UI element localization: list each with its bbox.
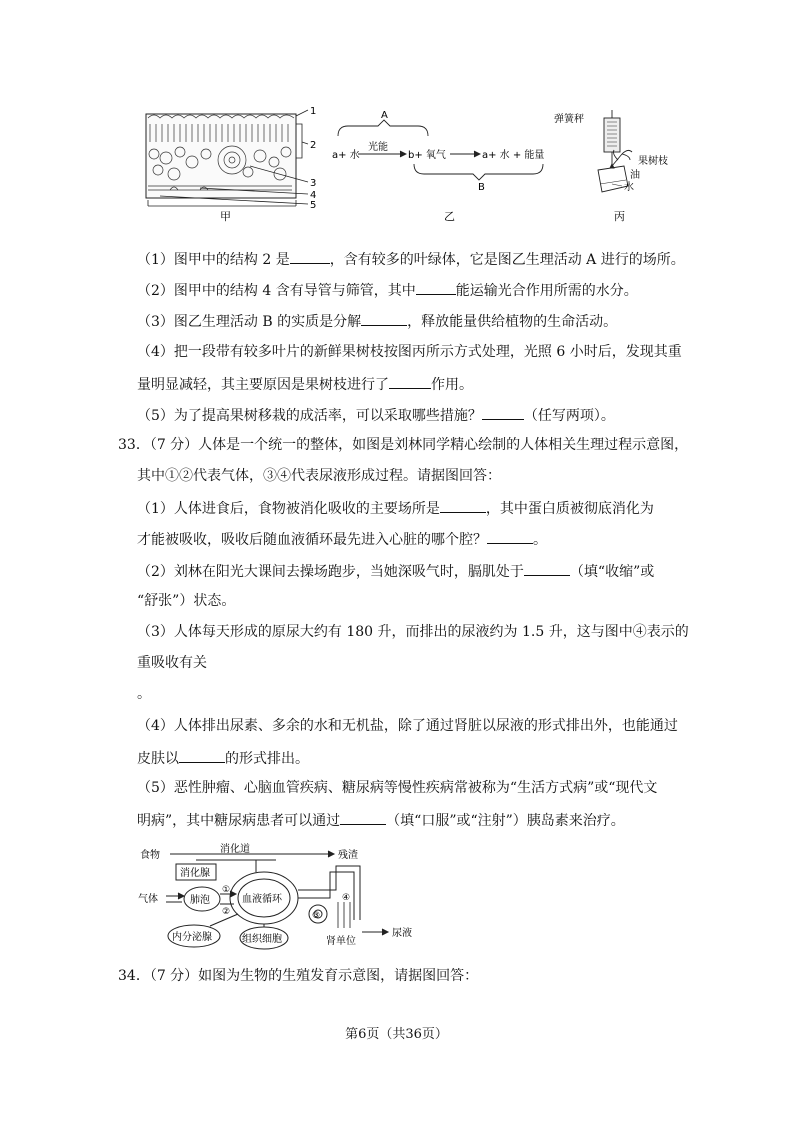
q33-part1-line2: 才能被吸收，吸收后随血液循环最先进入心脏的哪个腔？ 。 xyxy=(137,528,547,550)
figure-bing-spring-scale xyxy=(552,104,702,224)
q32-blank-1[interactable] xyxy=(290,248,330,264)
jia-label-1: 1 xyxy=(310,106,317,117)
diagram-tissue-cells: 组织细胞 xyxy=(242,934,282,945)
q34-header: 34．（7 分）如图为生物的生殖发育示意图，请据图回答： xyxy=(118,968,479,984)
q32-part4-line2: 量明显减轻，其主要原因是果树枝进行了 作用。 xyxy=(137,373,473,395)
diagram-alveoli: 肺泡 xyxy=(190,895,210,906)
diagram-mark-4: ④ xyxy=(342,893,351,903)
q33-part2-line2: “舒张”）状态。 xyxy=(137,593,236,609)
q33-part4-line1: （4）人体排出尿素、多余的水和无机盐，除了通过肾脏以尿液的形式排出外，也能通过 xyxy=(137,718,678,734)
q33-part3-line1: （3）人体每天形成的原尿大约有 180 升，而排出的尿液约为 1.5 升，这与图中④表示的 xyxy=(137,624,689,640)
bing-caption: 丙 xyxy=(614,210,625,223)
diagram-mark-2: ② xyxy=(222,907,231,917)
bing-water-label: 水 xyxy=(624,182,634,193)
q33-header-line2: 其中①②代表气体，③④代表尿液形成过程。请据图回答： xyxy=(137,468,501,484)
bing-oil-label: 油 xyxy=(630,170,640,181)
q33-header-line1: 33．（7 分）人体是一个统一的整体，如图是刘林同学精心绘制的人体相关生理过程示意图， xyxy=(118,437,689,453)
q33-blank-2[interactable] xyxy=(487,528,533,544)
yi-middle: b+ 氧气 xyxy=(408,150,446,161)
q32-blank-2[interactable] xyxy=(416,279,456,295)
q32-part5: （5）为了提高果树移栽的成活率，可以采取哪些措施？ （任写两项）。 xyxy=(137,404,615,426)
diagram-mark-1: ① xyxy=(222,885,231,895)
diagram-mark-3: ③ xyxy=(312,911,321,921)
q33-part4-line2: 皮肤以 的形式排出。 xyxy=(137,747,309,769)
page-footer: 第6页（共36页） xyxy=(345,1027,448,1042)
yi-label-a: A xyxy=(381,110,388,121)
q33-part5-line2: 明病”，其中糖尿病患者可以通过 （填“口服”或“注射”）胰岛素来治疗。 xyxy=(137,809,625,831)
diagram-gas: 气体 xyxy=(138,894,158,905)
bing-branch-label: 果树枝 xyxy=(638,156,668,167)
q33-part3-line3: 。 xyxy=(137,686,151,702)
bing-spring-scale-label: 弹簧秤 xyxy=(554,114,584,125)
jia-label-2: 2 xyxy=(310,140,317,151)
q32-part3: （3）图乙生理活动 B 的实质是分解 ，释放能量供给植物的生命活动。 xyxy=(137,310,617,332)
q33-part3-line2: 重吸收有关 xyxy=(137,655,207,671)
jia-label-4: 4 xyxy=(310,190,317,201)
diagram-digestive-gland: 消化腺 xyxy=(180,868,210,879)
q33-part1-line1: （1）人体进食后，食物被消化吸收的主要场所是 ，其中蛋白质被彻底消化为 xyxy=(137,497,654,519)
q33-blank-4[interactable] xyxy=(179,747,225,763)
q32-blank-4[interactable] xyxy=(389,373,431,389)
q33-part5-line1: （5）恶性肿瘤、心脑血管疾病、糖尿病等慢性疾病常被称为“生活方式病”或“现代文 xyxy=(137,780,658,796)
jia-caption: 甲 xyxy=(220,210,231,223)
q33-blank-1[interactable] xyxy=(440,497,486,513)
diagram-urine: 尿液 xyxy=(392,928,412,939)
diagram-digestive-tract: 消化道 xyxy=(220,844,250,855)
diagram-kidney-unit: 肾单位 xyxy=(326,936,356,947)
yi-reactant: a+ 水 xyxy=(332,150,360,161)
jia-label-5: 5 xyxy=(310,200,317,211)
q32-blank-5[interactable] xyxy=(482,404,524,420)
q32-blank-3[interactable] xyxy=(361,310,407,326)
figure-yi-equation xyxy=(328,108,558,224)
jia-label-3: 3 xyxy=(310,178,317,189)
q32-part4-line1: （4）把一段带有较多叶片的新鲜果树枝按图丙所示方式处理，光照 6 小时后，发现其重 xyxy=(137,344,682,360)
q32-part2: （2）图甲中的结构 4 含有导管与筛管，其中 能运输光合作用所需的水分。 xyxy=(137,279,638,301)
q33-part2-line1: （2）刘林在阳光大课间去操场跑步，当她深吸气时，膈肌处于 （填“收缩”或 xyxy=(137,560,654,582)
figure-jia-leaf-section xyxy=(140,104,330,224)
q33-blank-5[interactable] xyxy=(340,809,386,825)
yi-product: a+ 水 + 能量 xyxy=(482,150,545,161)
yi-label-b: B xyxy=(478,182,485,193)
q33-blank-3[interactable] xyxy=(524,560,570,576)
diagram-endocrine: 内分泌腺 xyxy=(172,932,212,943)
yi-condition: 光能 xyxy=(368,142,388,153)
q33-physiology-diagram xyxy=(136,840,426,954)
diagram-food: 食物 xyxy=(140,850,160,861)
q32-part1: （1）图甲中的结构 2 是 ，含有较多的叶绿体，它是图乙生理活动 A 进行的场所。 xyxy=(137,248,685,270)
yi-caption: 乙 xyxy=(444,210,455,223)
diagram-residue: 残渣 xyxy=(338,850,358,861)
diagram-circulation: 血液循环 xyxy=(242,894,282,905)
